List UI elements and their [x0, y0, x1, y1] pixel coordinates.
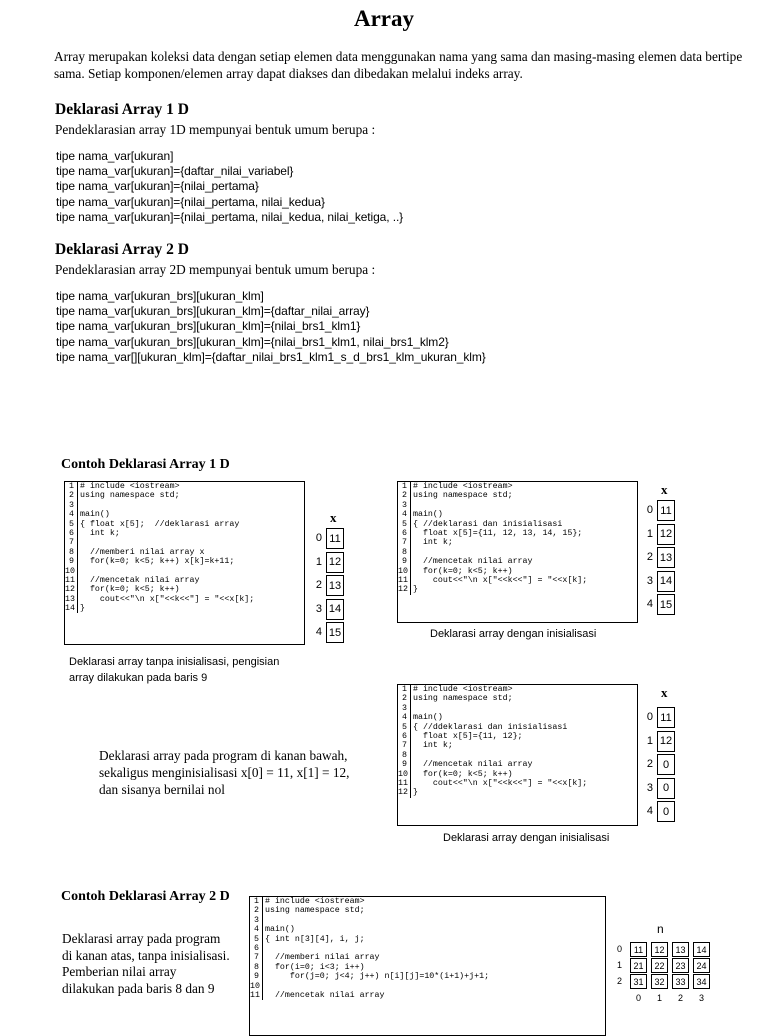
matrix-cell: 21	[630, 958, 647, 973]
matrix-row-index: 1	[617, 960, 623, 970]
code-line	[398, 585, 637, 594]
code-text: cout<<"\n x["<<k<<"] = "<<x[k];	[413, 778, 588, 788]
line-number: 10	[65, 567, 78, 576]
code-line	[250, 944, 605, 953]
code-text: { //ddeklarasi dan inisialisasi	[413, 722, 568, 732]
caption-line: array dilakukan pada baris 9	[69, 672, 208, 684]
code-line	[398, 548, 637, 557]
array-cell: 12	[326, 552, 344, 573]
array-index: 1	[315, 555, 322, 568]
array-cell: 12	[657, 731, 675, 752]
line-number: 13	[65, 595, 78, 604]
syntax-line: tipe nama_var[ukuran_brs][ukuran_klm]={nilai_brs1_klm1, nilai_brs1_klm2}	[56, 334, 449, 349]
line-number: 9	[398, 760, 411, 769]
matrix-cell: 33	[672, 974, 689, 989]
array-index: 1	[646, 734, 653, 747]
line-number: 3	[250, 916, 263, 925]
caption-a	[69, 654, 279, 686]
matrix-cell: 32	[651, 974, 668, 989]
line-number: 5	[398, 520, 411, 529]
code-line	[398, 770, 637, 779]
code-text: using namespace std;	[413, 491, 513, 501]
code-line	[250, 991, 605, 1000]
array-diagram-a	[312, 510, 352, 650]
array-index: 0	[646, 504, 653, 516]
line-number: 10	[250, 982, 263, 991]
array-cell: 13	[326, 575, 344, 596]
desc-2d: Pendeklarasian array 2D mempunyai bentuk umum berupa :	[55, 262, 376, 277]
code-listing-a	[64, 481, 305, 645]
array-cell: 12	[657, 524, 675, 545]
code-line	[250, 916, 605, 925]
code-line	[250, 953, 605, 962]
code-line	[398, 779, 637, 788]
code-text: cout<<"\n x["<<k<<"] = "<<x[k];	[80, 594, 255, 604]
code-text: float x[5]={11, 12, 13, 14, 15};	[413, 528, 583, 538]
code-listing-c	[397, 684, 638, 826]
note-line: sekaligus menginisialisasi x[0] = 11, x[1] = 12,	[99, 765, 350, 780]
note-line: Pemberian nilai array	[62, 964, 177, 979]
heading-2d: Deklarasi Array 2 D	[55, 241, 189, 258]
code-text	[411, 548, 413, 557]
array-index: 2	[646, 551, 653, 563]
array-index: 4	[315, 626, 322, 638]
code-line	[398, 576, 637, 585]
code-line	[65, 595, 304, 604]
code-text: }	[80, 604, 85, 614]
code-line	[398, 713, 637, 722]
note-line: Deklarasi array pada program	[62, 931, 221, 946]
array-index: 3	[315, 602, 322, 615]
code-line	[398, 491, 637, 500]
array-cell: 14	[657, 571, 675, 592]
array-index: 2	[646, 758, 653, 770]
line-number: 9	[65, 557, 78, 566]
array-index: 0	[315, 532, 322, 544]
code-text: cout<<"\n x["<<k<<"] = "<<x[k];	[413, 575, 588, 585]
line-number: 11	[250, 991, 263, 1000]
code-line	[250, 982, 605, 991]
code-text: int k;	[413, 538, 453, 548]
code-text	[411, 501, 413, 510]
code-text: //memberi nilai array x	[80, 547, 205, 557]
syntax-2d	[56, 289, 486, 365]
code-text: main()	[265, 925, 295, 935]
note-2d	[62, 931, 230, 997]
code-text: # include <iostream>	[265, 897, 365, 906]
line-number: 11	[65, 576, 78, 585]
line-number: 7	[65, 538, 78, 547]
code-text	[78, 538, 80, 547]
code-line	[398, 510, 637, 519]
code-text: int k;	[413, 741, 453, 751]
line-number: 3	[398, 704, 411, 713]
matrix-col-index: 1	[656, 993, 662, 1003]
array-cell: 13	[657, 547, 675, 568]
code-line	[398, 751, 637, 760]
code-line	[65, 548, 304, 557]
code-line	[398, 741, 637, 750]
matrix-row-index: 0	[617, 944, 623, 954]
code-line	[398, 704, 637, 713]
note-line: di kanan atas, tanpa inisialisasi.	[62, 947, 230, 963]
line-number: 12	[398, 585, 411, 594]
array-index: 3	[646, 781, 653, 794]
code-line	[398, 694, 637, 703]
caption-b: Deklarasi array dengan inisialisasi	[430, 628, 597, 640]
code-line	[250, 963, 605, 972]
code-line	[250, 897, 605, 906]
code-line	[250, 906, 605, 915]
array-cell: 11	[657, 707, 675, 728]
code-text: { float x[5]; //deklarasi array	[80, 519, 240, 529]
array-cell: 0	[657, 801, 675, 822]
code-text: using namespace std;	[80, 491, 180, 501]
array-index: 4	[646, 805, 653, 817]
code-text: # include <iostream>	[413, 685, 513, 694]
line-number: 9	[398, 557, 411, 566]
line-number: 1	[65, 482, 78, 491]
code-text	[263, 944, 265, 953]
matrix-cell: 23	[672, 958, 689, 973]
array-label: x	[661, 685, 668, 700]
syntax-line: tipe nama_var[ukuran]={nilai_pertama}	[56, 179, 259, 194]
array-cell: 15	[657, 594, 675, 615]
code-line	[65, 604, 304, 613]
code-text: for(i=0; i<3; i++)	[265, 962, 365, 972]
code-line	[65, 567, 304, 576]
code-text: for(k=0; k<5; k++)	[413, 566, 513, 576]
array-index: 3	[646, 574, 653, 587]
syntax-line: tipe nama_var[ukuran_brs][ukuran_klm]	[56, 289, 264, 303]
matrix-label: n	[657, 922, 664, 936]
code-line	[65, 501, 304, 510]
array-cell: 11	[657, 500, 675, 521]
code-text: //mencetak nilai array	[413, 760, 533, 770]
note-line: dilakukan pada baris 8 dan 9	[62, 980, 215, 996]
code-text: float x[5]={11, 12};	[413, 731, 523, 741]
line-number: 8	[65, 548, 78, 557]
code-text	[263, 916, 265, 925]
code-line	[398, 760, 637, 769]
code-listing-b	[397, 481, 638, 623]
line-number: 2	[65, 491, 78, 500]
code-listing-2d	[249, 896, 606, 1036]
matrix-cell: 34	[693, 974, 710, 989]
line-number: 5	[250, 935, 263, 944]
line-number: 7	[398, 741, 411, 750]
line-number: 11	[398, 576, 411, 585]
line-number: 7	[250, 953, 263, 962]
code-text	[263, 982, 265, 991]
page-title: Array	[353, 6, 415, 31]
line-number: 4	[250, 925, 263, 934]
syntax-line: tipe nama_var[ukuran_brs][ukuran_klm]={daftar_nilai_array}	[56, 304, 370, 319]
code-line	[65, 520, 304, 529]
line-number: 8	[398, 751, 411, 760]
code-line	[398, 529, 637, 538]
caption-c: Deklarasi array dengan inisialisasi	[443, 832, 610, 844]
code-text: }	[413, 788, 418, 798]
matrix-cell: 22	[651, 958, 668, 973]
code-text: # include <iostream>	[413, 482, 513, 491]
array-label: x	[330, 510, 337, 525]
code-line	[398, 567, 637, 576]
code-line	[65, 529, 304, 538]
code-line	[65, 482, 304, 491]
line-number: 9	[250, 972, 263, 981]
code-text: main()	[413, 713, 443, 723]
code-line	[398, 685, 637, 694]
line-number: 5	[398, 723, 411, 732]
line-number: 2	[250, 906, 263, 915]
line-number: 10	[398, 770, 411, 779]
code-text: }	[413, 585, 418, 595]
line-number: 8	[398, 548, 411, 557]
array-cell: 0	[657, 778, 675, 799]
array-cell: 0	[657, 754, 675, 775]
code-line	[398, 788, 637, 797]
syntax-line: tipe nama_var[ukuran]	[56, 149, 174, 163]
heading-example-2d: Contoh Deklarasi Array 2 D	[61, 889, 230, 904]
line-number: 6	[65, 529, 78, 538]
code-text: //mencetak nilai array	[413, 557, 533, 567]
line-number: 6	[398, 732, 411, 741]
code-text: { int n[3][4], i, j;	[265, 934, 365, 944]
syntax-line: tipe nama_var[ukuran]={daftar_nilai_variabel}	[56, 164, 294, 179]
code-text	[78, 567, 80, 576]
array-cell: 14	[326, 599, 344, 620]
code-text	[411, 751, 413, 760]
line-number: 2	[398, 694, 411, 703]
line-number: 1	[398, 482, 411, 491]
code-line	[65, 538, 304, 547]
matrix-row-index: 2	[617, 976, 623, 986]
matrix-cell: 11	[630, 942, 647, 957]
code-text: for(k=0; k<5; k++)	[80, 585, 180, 595]
code-line	[250, 935, 605, 944]
matrix-col-index: 3	[698, 993, 704, 1003]
code-text: # include <iostream>	[80, 482, 180, 491]
line-number: 3	[398, 501, 411, 510]
desc-1d: Pendeklarasian array 1D mempunyai bentuk umum berupa :	[55, 122, 376, 137]
line-number: 5	[65, 520, 78, 529]
line-number: 6	[250, 944, 263, 953]
code-text: //memberi nilai array	[265, 953, 380, 963]
line-number: 4	[398, 713, 411, 722]
line-number: 10	[398, 567, 411, 576]
code-text: using namespace std;	[413, 694, 513, 704]
matrix-col-index: 0	[635, 993, 641, 1003]
line-number: 4	[65, 510, 78, 519]
code-line	[398, 520, 637, 529]
code-text: using namespace std;	[265, 906, 365, 916]
code-line	[65, 576, 304, 585]
line-number: 6	[398, 529, 411, 538]
code-line	[398, 482, 637, 491]
matrix-cell: 13	[672, 942, 689, 957]
matrix-cell: 12	[651, 942, 668, 957]
code-text: int k;	[80, 528, 120, 538]
code-line	[398, 538, 637, 547]
matrix-cell: 14	[693, 942, 710, 957]
line-number: 2	[398, 491, 411, 500]
array-index: 2	[315, 579, 322, 591]
array-label: x	[661, 482, 668, 497]
code-line	[250, 972, 605, 981]
syntax-line: tipe nama_var[ukuran_brs][ukuran_klm]={nilai_brs1_klm1}	[56, 319, 361, 334]
syntax-line: tipe nama_var[ukuran]={nilai_pertama, nilai_kedua}	[56, 194, 325, 209]
code-text: //mencetak nilai array	[265, 990, 385, 1000]
matrix-cell: 24	[693, 958, 710, 973]
note-line: dan sisanya bernilai nol	[99, 782, 225, 797]
array-diagram-b	[643, 482, 683, 622]
code-text: main()	[413, 510, 443, 520]
code-text: for(k=0; k<5; k++)	[413, 769, 513, 779]
heading-1d: Deklarasi Array 1 D	[55, 101, 189, 118]
line-number: 1	[398, 685, 411, 694]
code-text: main()	[80, 510, 110, 520]
code-text: { //deklarasi dan inisialisasi	[413, 519, 563, 529]
array-cell: 11	[326, 528, 344, 549]
line-number: 12	[65, 585, 78, 594]
code-line	[398, 557, 637, 566]
line-number: 14	[65, 604, 78, 613]
array-index: 1	[646, 527, 653, 540]
matrix-diagram-2d	[612, 922, 742, 1012]
note-c	[99, 747, 350, 798]
array-index: 4	[646, 598, 653, 610]
code-text	[411, 704, 413, 713]
code-line	[398, 732, 637, 741]
code-line	[65, 585, 304, 594]
code-line	[250, 925, 605, 934]
line-number: 1	[250, 897, 263, 906]
code-line	[65, 510, 304, 519]
line-number: 4	[398, 510, 411, 519]
line-number: 7	[398, 538, 411, 547]
line-number: 8	[250, 963, 263, 972]
syntax-1d	[56, 149, 403, 225]
caption-line: Deklarasi array tanpa inisialisasi, pengisian	[69, 656, 280, 668]
code-line	[398, 501, 637, 510]
matrix-cell: 31	[630, 974, 647, 989]
code-text: for(k=0; k<5; k++) x[k]=k+11;	[80, 557, 235, 567]
code-line	[398, 723, 637, 732]
code-text	[78, 501, 80, 510]
syntax-line: tipe nama_var[][ukuran_klm]={daftar_nilai_brs1_klm1_s_d_brs1_klm_ukuran_klm}	[56, 349, 486, 364]
syntax-line: tipe nama_var[ukuran]={nilai_pertama, nilai_kedua, nilai_ketiga, ..}	[56, 209, 404, 224]
line-number: 3	[65, 501, 78, 510]
note-line: Deklarasi array pada program di kanan bawah,	[99, 748, 348, 763]
line-number: 11	[398, 779, 411, 788]
array-diagram-c	[643, 685, 683, 825]
array-cell: 15	[326, 622, 344, 643]
matrix-col-index: 2	[677, 993, 683, 1003]
code-line	[65, 491, 304, 500]
array-index: 0	[646, 711, 653, 723]
code-line	[65, 557, 304, 566]
intro-paragraph: Array merupakan koleksi data dengan setiap elemen data menggunakan nama yang sama dan masing-masing elemen data bertipe sama. Setiap komponen/elemen array dapat diakses dan dibedakan melalui indeks array.	[54, 49, 743, 81]
code-text: //mencetak nilai array	[80, 575, 200, 585]
code-text: for(j=0; j<4; j++) n[i][j]=10*(i+1)+j+1;	[265, 972, 490, 982]
heading-example-1d: Contoh Deklarasi Array 1 D	[61, 457, 230, 472]
line-number: 12	[398, 788, 411, 797]
